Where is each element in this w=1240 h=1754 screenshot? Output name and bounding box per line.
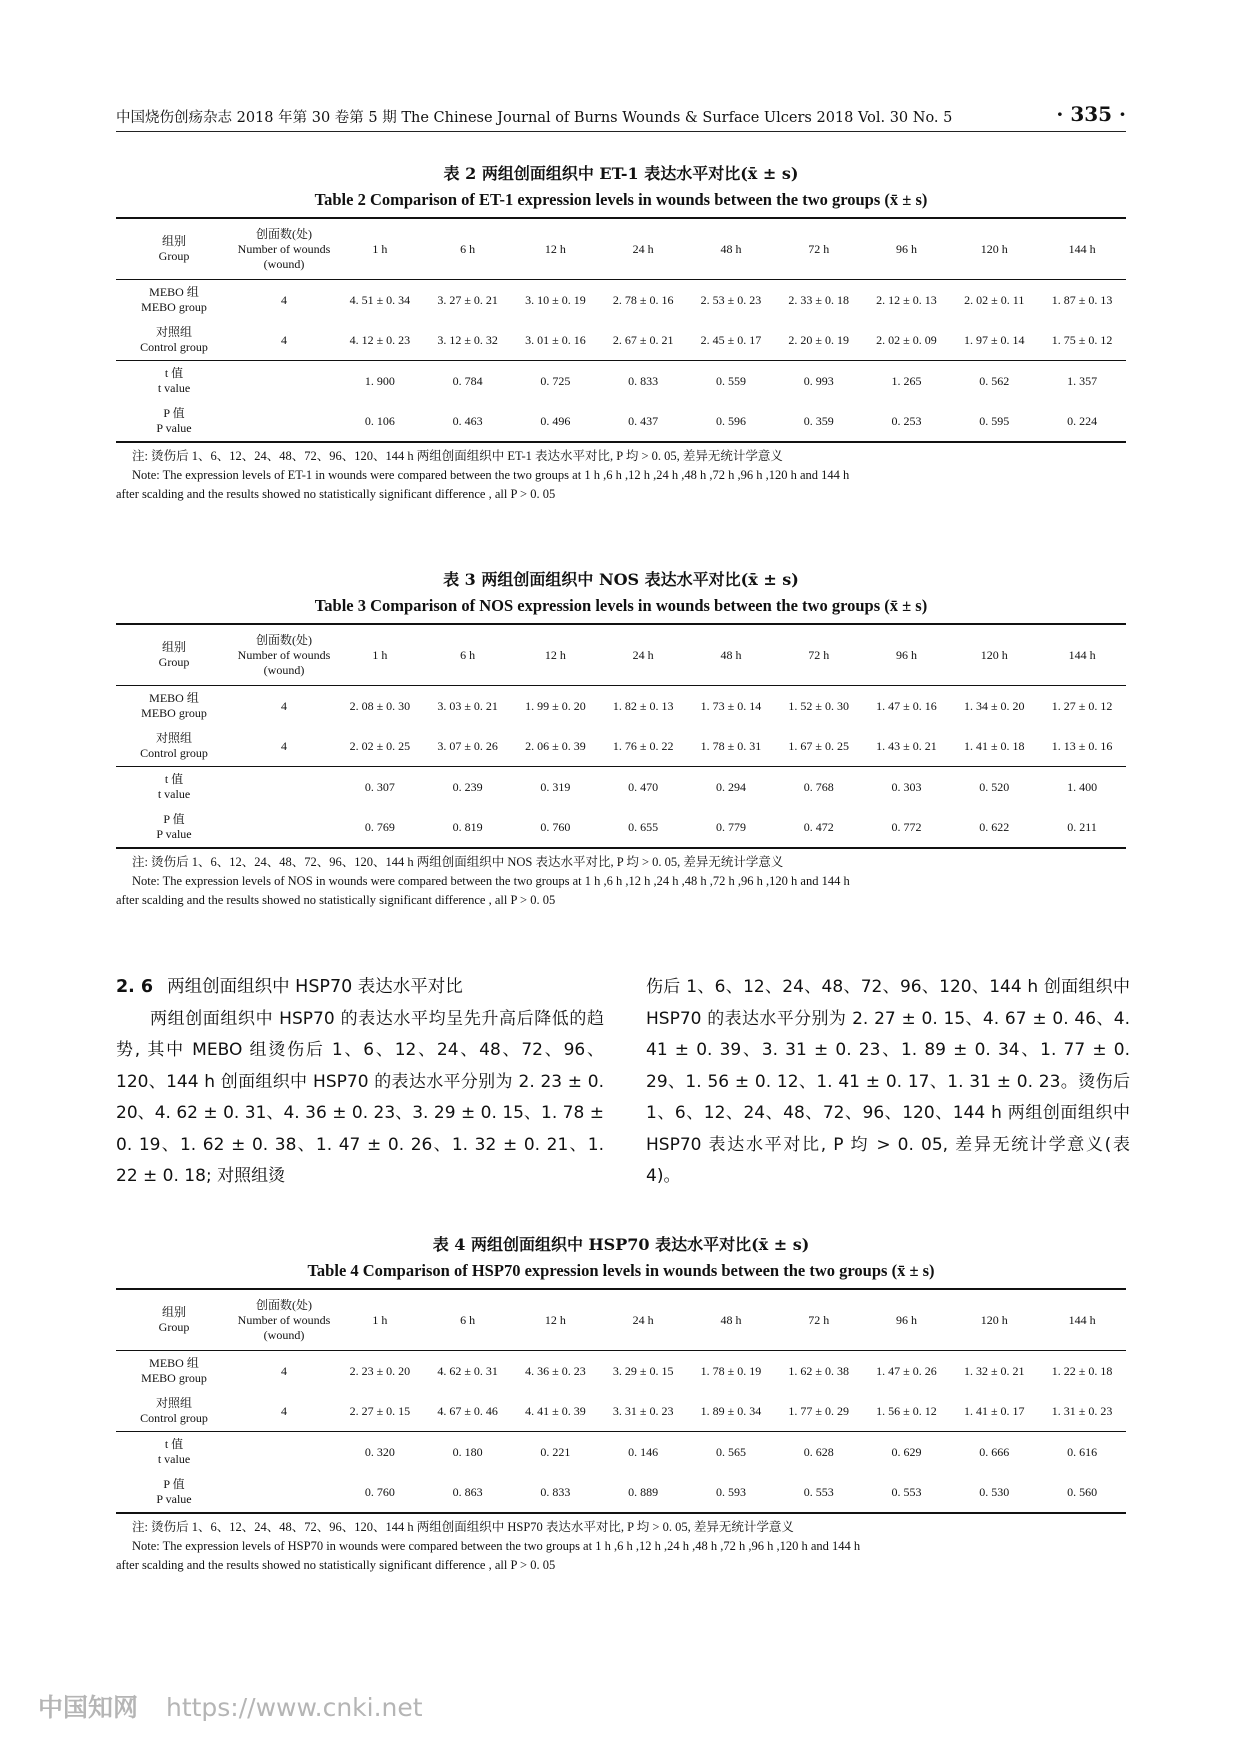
table-cell: 4. 12 ± 0. 23 xyxy=(349,332,411,347)
data-table xyxy=(116,1288,1126,1514)
row-label-en: MEBO group xyxy=(141,706,207,720)
table-cell: 1. 56 ± 0. 12 xyxy=(876,1403,937,1418)
wounds-header-label-en: Number of wounds xyxy=(237,647,331,662)
table-cell: 0. 863 xyxy=(452,1484,483,1499)
table-cell: 0. 629 xyxy=(891,1444,922,1459)
wounds-count xyxy=(232,401,336,442)
wounds-header-label-unit: (wound) xyxy=(263,662,305,677)
table-note-cn: 注: 烫伤后 1、6、12、24、48、72、96、120、144 h 两组创面组织中 ET-1 表达水平对比, P 均 > 0. 05, 差异无统计学意义 xyxy=(132,449,783,463)
table-cell: 0. 294 xyxy=(715,779,746,794)
table-cell: 0. 595 xyxy=(979,413,1010,428)
wounds-count xyxy=(232,1432,336,1473)
table-cell: 1. 47 ± 0. 16 xyxy=(876,698,937,713)
group-header xyxy=(116,218,232,280)
row-t-value xyxy=(116,767,1126,808)
journal-title: 中国烧伤创疡杂志 2018 年第 30 卷第 5 期 The Chinese Journal of Burns Wounds & Surface Ulcers 2018 Vol. 30 No. 5 xyxy=(116,110,953,126)
group-header-label-cn: 组别 xyxy=(161,234,186,248)
table-cell: 0. 769 xyxy=(364,819,395,834)
table-cell: 1. 97 ± 0. 14 xyxy=(963,332,1025,347)
row-label-en: P value xyxy=(156,421,192,435)
wounds-header-label-cn: 创面数(处) xyxy=(256,632,312,647)
wounds-count xyxy=(232,1472,336,1513)
body-paragraph-right: 伤后 1、6、12、24、48、72、96、120、144 h 创面组织中 HSP70 的表达水平分别为 2. 27 ± 0. 15、4. 67 ± 0. 46、4. 41 ± 0. 39、3. 31 ± 0. 23、1. 89 ± 0. 34、1. 77 ± 0. 29、1. 56 ± 0. 12、1. 41 ± 0. 17、1. 31 ± 0. 23。烫伤后 1、6、12、24、48、72、96、120、144 h 两组创面组织中 HSP70 表达水平对比, P 均 > 0. 05, 差异无统计学意义(表 4)。 xyxy=(646,977,1130,1186)
table-cell: 0. 553 xyxy=(803,1484,834,1499)
table-cell: 1. 75 ± 0. 12 xyxy=(1051,332,1113,347)
table-cell: 3. 27 ± 0. 21 xyxy=(437,292,498,307)
body-paragraph-left: 两组创面组织中 HSP70 的表达水平均呈先升高后降低的趋势, 其中 MEBO 组烫伤后 1、6、12、24、48、72、96、120、144 h 创面组织中 HSP70 的表达水平分别为 2. 23 ± 0. 20、4. 62 ± 0. 31、4. 36 ± 0. 23、3. 29 ± 0. 15、1. 78 ± 0. 19、1. 62 ± 0. 38、1. 47 ± 0. 26、1. 32 ± 0. 21、1. 22 ± 0. 18; 对照组烫 xyxy=(116,1008,604,1186)
cnki-watermark xyxy=(38,1688,423,1724)
table-2-block xyxy=(116,161,1126,504)
table-cell: 2. 02 ± 0. 11 xyxy=(964,292,1025,307)
table-cell: 1. 22 ± 0. 18 xyxy=(1051,1363,1113,1378)
table-cell: 0. 565 xyxy=(715,1444,746,1459)
time-header: 6 h xyxy=(460,1312,476,1327)
table-cell: 0. 437 xyxy=(628,413,659,428)
row-p-value xyxy=(116,401,1126,442)
table-cell: 0. 889 xyxy=(628,1484,659,1499)
row-label xyxy=(116,1391,232,1432)
row-label-cn: t 值 xyxy=(164,366,184,380)
row-label-en: MEBO group xyxy=(141,1371,207,1385)
table-caption-cn: 表 2 两组创面组织中 ET-1 表达水平对比(x̄ ± s) xyxy=(443,164,799,183)
row-label-cn: t 值 xyxy=(164,772,184,786)
table-cell: 1. 89 ± 0. 34 xyxy=(700,1403,762,1418)
row-label xyxy=(116,686,232,727)
table-note-en-line-1: Note: The expression levels of NOS in wounds were compared between the two groups at 1 h ,6 h ,12 h ,24 h ,48 h ,72 h ,96 h ,120 h and 144 h xyxy=(132,874,850,888)
time-header: 1 h xyxy=(372,241,388,256)
table-3-block xyxy=(116,567,1126,910)
table-header xyxy=(116,1289,1126,1351)
row-label xyxy=(116,280,232,321)
time-header: 48 h xyxy=(720,647,742,662)
row-label-cn: P 值 xyxy=(163,406,185,420)
row-label-cn: 对照组 xyxy=(155,1396,192,1410)
table-cell: 0. 307 xyxy=(364,779,395,794)
table-cell: 1. 265 xyxy=(891,373,922,388)
time-header: 144 h xyxy=(1068,1312,1096,1327)
table-cell: 0. 496 xyxy=(540,413,571,428)
row-label xyxy=(116,361,232,402)
table-cell: 1. 31 ± 0. 23 xyxy=(1051,1403,1113,1418)
table-caption-cn: 表 4 两组创面组织中 HSP70 表达水平对比(x̄ ± s) xyxy=(432,1235,810,1254)
watermark-text: 中国知网 xyxy=(38,1693,139,1722)
table-cell: 2. 12 ± 0. 13 xyxy=(876,292,937,307)
row-label-cn: t 值 xyxy=(164,1437,184,1451)
table-cell: 0. 472 xyxy=(803,819,834,834)
wounds-count: 4 xyxy=(281,1403,287,1418)
wounds-header-label-en: Number of wounds xyxy=(237,241,331,256)
table-cell: 2. 06 ± 0. 39 xyxy=(525,738,586,753)
data-table xyxy=(116,217,1126,443)
table-note-en-line-1: Note: The expression levels of HSP70 in wounds were compared between the two groups at 1 h ,6 h ,12 h ,24 h ,48 h ,72 h ,96 h ,120 h and 144 h xyxy=(132,1539,861,1553)
row-t-value xyxy=(116,1432,1126,1473)
row-label-en: t value xyxy=(157,787,191,801)
table-cell: 1. 87 ± 0. 13 xyxy=(1051,292,1113,307)
table-header xyxy=(116,218,1126,280)
row-label-cn: 对照组 xyxy=(155,325,192,339)
table-cell: 0. 616 xyxy=(1067,1444,1098,1459)
table-cell: 2. 08 ± 0. 30 xyxy=(349,698,411,713)
table-cell: 0. 463 xyxy=(452,413,483,428)
wounds-header xyxy=(232,218,336,280)
time-header: 24 h xyxy=(632,1312,654,1327)
time-header: 96 h xyxy=(895,1312,917,1327)
table-cell: 4. 36 ± 0. 23 xyxy=(525,1363,586,1378)
table-body xyxy=(116,280,1126,443)
row-label-cn: P 值 xyxy=(163,1477,185,1491)
table-cell: 1. 77 ± 0. 29 xyxy=(788,1403,849,1418)
table-note-cn: 注: 烫伤后 1、6、12、24、48、72、96、120、144 h 两组创面组织中 HSP70 表达水平对比, P 均 > 0. 05, 差异无统计学意义 xyxy=(132,1520,794,1534)
time-header: 24 h xyxy=(632,647,654,662)
row-label-cn: 对照组 xyxy=(155,731,192,745)
table-cell: 1. 67 ± 0. 25 xyxy=(788,738,849,753)
row-label-en: P value xyxy=(156,1492,192,1506)
wounds-count: 4 xyxy=(281,698,287,713)
table-cell: 0. 253 xyxy=(891,413,922,428)
row-label xyxy=(116,401,232,442)
table-note xyxy=(116,447,1126,504)
row-label-en: t value xyxy=(157,1452,191,1466)
table-cell: 1. 62 ± 0. 38 xyxy=(788,1363,849,1378)
table-cell: 2. 27 ± 0. 15 xyxy=(349,1403,411,1418)
wounds-count: 4 xyxy=(281,738,287,753)
table-cell: 1. 41 ± 0. 17 xyxy=(963,1403,1025,1418)
row-p-value xyxy=(116,807,1126,848)
header-row xyxy=(116,1289,1126,1351)
table-caption-cn: 表 3 两组创面组织中 NOS 表达水平对比(x̄ ± s) xyxy=(443,570,799,589)
table-cell: 0. 470 xyxy=(628,779,659,794)
row-label-en: MEBO group xyxy=(141,300,207,314)
row-control xyxy=(116,726,1126,767)
time-header: 120 h xyxy=(980,1312,1008,1327)
table-cell: 0. 655 xyxy=(628,819,659,834)
group-header-label-en: Group xyxy=(158,249,190,263)
table-cell: 0. 666 xyxy=(979,1444,1010,1459)
row-label xyxy=(116,320,232,361)
header-row xyxy=(116,218,1126,280)
table-note-en-line-2: after scalding and the results showed no statistically significant difference , all P > 0. 05 xyxy=(116,1558,556,1572)
time-header: 72 h xyxy=(808,1312,830,1327)
row-label-en: Control group xyxy=(140,1411,208,1425)
table-body xyxy=(116,686,1126,849)
table-header xyxy=(116,624,1126,686)
time-header: 120 h xyxy=(980,241,1008,256)
table-cell: 3. 07 ± 0. 26 xyxy=(437,738,498,753)
time-header: 120 h xyxy=(980,647,1008,662)
row-t-value xyxy=(116,361,1126,402)
table-cell: 1. 52 ± 0. 30 xyxy=(788,698,849,713)
table-cell: 0. 180 xyxy=(452,1444,483,1459)
table-cell: 2. 45 ± 0. 17 xyxy=(700,332,762,347)
row-label-cn: MEBO 组 xyxy=(149,285,199,299)
table-cell: 0. 319 xyxy=(540,779,571,794)
wounds-header xyxy=(232,1289,336,1351)
wounds-header xyxy=(232,624,336,686)
row-control xyxy=(116,320,1126,361)
wounds-count xyxy=(232,807,336,848)
table-cell: 2. 33 ± 0. 18 xyxy=(788,292,849,307)
time-header: 48 h xyxy=(720,1312,742,1327)
table-cell: 1. 76 ± 0. 22 xyxy=(612,738,674,753)
table-note xyxy=(116,853,1126,910)
wounds-header-label-cn: 创面数(处) xyxy=(256,226,312,241)
table-caption-en: Table 2 Comparison of ET-1 expression levels in wounds between the two groups (x̄ ± s) xyxy=(314,190,928,209)
group-header xyxy=(116,624,232,686)
row-label xyxy=(116,807,232,848)
row-label-cn: MEBO 组 xyxy=(149,1356,199,1370)
table-body xyxy=(116,1351,1126,1514)
table-cell: 0. 779 xyxy=(715,819,746,834)
row-control xyxy=(116,1391,1126,1432)
table-cell: 0. 760 xyxy=(540,819,571,834)
table-cell: 2. 67 ± 0. 21 xyxy=(612,332,674,347)
table-cell: 0. 562 xyxy=(979,373,1010,388)
table-cell: 3. 10 ± 0. 19 xyxy=(525,292,586,307)
header-row xyxy=(116,624,1126,686)
wounds-header-label-en: Number of wounds xyxy=(237,1312,331,1327)
table-cell: 3. 31 ± 0. 23 xyxy=(612,1403,674,1418)
row-mebo xyxy=(116,1351,1126,1392)
running-header xyxy=(116,102,1126,132)
table-cell: 1. 400 xyxy=(1067,779,1098,794)
table-cell: 3. 01 ± 0. 16 xyxy=(525,332,586,347)
row-label-en: Control group xyxy=(140,746,208,760)
section-heading xyxy=(116,972,604,1004)
table-cell: 0. 221 xyxy=(540,1444,571,1459)
table-cell: 0. 359 xyxy=(803,413,834,428)
page-number: · 335 · xyxy=(1056,102,1126,126)
wounds-header-label-cn: 创面数(处) xyxy=(256,1297,312,1312)
text-column-right xyxy=(646,972,1130,1193)
table-4-block xyxy=(116,1232,1126,1575)
table-cell: 1. 73 ± 0. 14 xyxy=(700,698,762,713)
wounds-count: 4 xyxy=(281,1363,287,1378)
row-label xyxy=(116,1472,232,1513)
table-cell: 0. 768 xyxy=(803,779,834,794)
row-mebo xyxy=(116,280,1126,321)
table-cell: 4. 62 ± 0. 31 xyxy=(437,1363,498,1378)
row-label xyxy=(116,767,232,808)
group-header-label-en: Group xyxy=(158,1320,190,1334)
time-header: 12 h xyxy=(544,241,566,256)
wounds-count: 4 xyxy=(281,332,287,347)
table-note-en-line-1: Note: The expression levels of ET-1 in wounds were compared between the two groups at 1 h ,6 h ,12 h ,24 h ,48 h ,72 h ,96 h ,120 h and 144 h xyxy=(132,468,850,482)
table-cell: 1. 27 ± 0. 12 xyxy=(1051,698,1113,713)
row-label xyxy=(116,1432,232,1473)
time-header: 24 h xyxy=(632,241,654,256)
wounds-count xyxy=(232,361,336,402)
table-cell: 1. 900 xyxy=(364,373,395,388)
row-label-cn: P 值 xyxy=(163,812,185,826)
wounds-header-label-unit: (wound) xyxy=(263,1327,305,1342)
table-cell: 0. 993 xyxy=(803,373,834,388)
row-label-en: t value xyxy=(157,381,191,395)
table-cell: 0. 760 xyxy=(364,1484,395,1499)
time-header: 144 h xyxy=(1068,647,1096,662)
table-cell: 0. 320 xyxy=(364,1444,395,1459)
row-mebo xyxy=(116,686,1126,727)
table-cell: 0. 622 xyxy=(979,819,1010,834)
table-cell: 1. 47 ± 0. 26 xyxy=(876,1363,937,1378)
row-p-value xyxy=(116,1472,1126,1513)
time-header: 48 h xyxy=(720,241,742,256)
table-cell: 2. 23 ± 0. 20 xyxy=(349,1363,411,1378)
table-cell: 0. 725 xyxy=(540,373,571,388)
group-header-label-cn: 组别 xyxy=(161,640,186,654)
time-header: 96 h xyxy=(895,647,917,662)
table-cell: 0. 530 xyxy=(979,1484,1010,1499)
table-cell: 2. 02 ± 0. 25 xyxy=(349,738,411,753)
data-table xyxy=(116,623,1126,849)
table-cell: 0. 772 xyxy=(891,819,922,834)
table-cell: 2. 53 ± 0. 23 xyxy=(700,292,762,307)
table-cell: 1. 78 ± 0. 19 xyxy=(700,1363,762,1378)
table-cell: 4. 41 ± 0. 39 xyxy=(525,1403,586,1418)
text-column-left xyxy=(116,972,604,1193)
table-cell: 1. 41 ± 0. 18 xyxy=(963,738,1025,753)
time-header: 12 h xyxy=(544,1312,566,1327)
table-cell: 0. 211 xyxy=(1067,819,1097,834)
section-title: 两组创面组织中 HSP70 表达水平对比 xyxy=(167,977,463,997)
time-header: 1 h xyxy=(372,647,388,662)
section-number: 2. 6 xyxy=(116,977,154,997)
row-label xyxy=(116,1351,232,1392)
time-header: 6 h xyxy=(460,647,476,662)
table-cell: 3. 12 ± 0. 32 xyxy=(437,332,498,347)
table-cell: 3. 29 ± 0. 15 xyxy=(612,1363,674,1378)
table-note xyxy=(116,1518,1126,1575)
table-note-en-line-2: after scalding and the results showed no statistically significant difference , all P > 0. 05 xyxy=(116,487,556,501)
table-cell: 0. 819 xyxy=(452,819,483,834)
table-cell: 0. 303 xyxy=(891,779,922,794)
table-cell: 0. 106 xyxy=(364,413,395,428)
table-cell: 0. 553 xyxy=(891,1484,922,1499)
table-cell: 2. 20 ± 0. 19 xyxy=(788,332,849,347)
time-header: 72 h xyxy=(808,241,830,256)
table-cell: 1. 357 xyxy=(1067,373,1098,388)
table-cell: 0. 593 xyxy=(715,1484,746,1499)
time-header: 96 h xyxy=(895,241,917,256)
row-label xyxy=(116,726,232,767)
wounds-header-label-unit: (wound) xyxy=(263,256,305,271)
time-header: 1 h xyxy=(372,1312,388,1327)
table-cell: 0. 833 xyxy=(628,373,659,388)
table-cell: 3. 03 ± 0. 21 xyxy=(437,698,498,713)
table-cell: 1. 43 ± 0. 21 xyxy=(876,738,937,753)
time-header: 72 h xyxy=(808,647,830,662)
table-cell: 1. 78 ± 0. 31 xyxy=(700,738,762,753)
table-cell: 0. 520 xyxy=(979,779,1010,794)
table-cell: 0. 560 xyxy=(1067,1484,1098,1499)
table-cell: 0. 239 xyxy=(452,779,483,794)
table-note-en-line-2: after scalding and the results showed no statistically significant difference , all P > 0. 05 xyxy=(116,893,556,907)
table-cell: 4. 51 ± 0. 34 xyxy=(349,292,411,307)
group-header xyxy=(116,1289,232,1351)
table-note-cn: 注: 烫伤后 1、6、12、24、48、72、96、120、144 h 两组创面组织中 NOS 表达水平对比, P 均 > 0. 05, 差异无统计学意义 xyxy=(132,855,784,869)
table-cell: 1. 34 ± 0. 20 xyxy=(963,698,1025,713)
row-label-en: Control group xyxy=(140,340,208,354)
table-cell: 1. 82 ± 0. 13 xyxy=(612,698,674,713)
group-header-label-en: Group xyxy=(158,655,190,669)
table-cell: 1. 13 ± 0. 16 xyxy=(1051,738,1113,753)
wounds-count xyxy=(232,767,336,808)
table-cell: 1. 99 ± 0. 20 xyxy=(525,698,586,713)
table-caption-en: Table 4 Comparison of HSP70 expression levels in wounds between the two groups (x̄ ± s) xyxy=(307,1261,935,1280)
time-header: 144 h xyxy=(1068,241,1096,256)
table-caption-en: Table 3 Comparison of NOS expression levels in wounds between the two groups (x̄ ± s) xyxy=(314,596,928,615)
time-header: 6 h xyxy=(460,241,476,256)
wounds-count: 4 xyxy=(281,292,287,307)
table-cell: 0. 146 xyxy=(628,1444,659,1459)
time-header: 12 h xyxy=(544,647,566,662)
table-cell: 4. 67 ± 0. 46 xyxy=(437,1403,498,1418)
table-cell: 1. 32 ± 0. 21 xyxy=(963,1363,1025,1378)
table-cell: 0. 784 xyxy=(452,373,483,388)
table-cell: 0. 559 xyxy=(715,373,746,388)
watermark-url: https://www.cnki.net xyxy=(165,1693,423,1722)
table-cell: 2. 78 ± 0. 16 xyxy=(612,292,674,307)
group-header-label-cn: 组别 xyxy=(161,1305,186,1319)
table-cell: 0. 224 xyxy=(1067,413,1098,428)
row-label-en: P value xyxy=(156,827,192,841)
table-cell: 2. 02 ± 0. 09 xyxy=(876,332,937,347)
table-cell: 0. 596 xyxy=(715,413,746,428)
table-cell: 0. 628 xyxy=(803,1444,834,1459)
row-label-cn: MEBO 组 xyxy=(149,691,199,705)
table-cell: 0. 833 xyxy=(540,1484,571,1499)
